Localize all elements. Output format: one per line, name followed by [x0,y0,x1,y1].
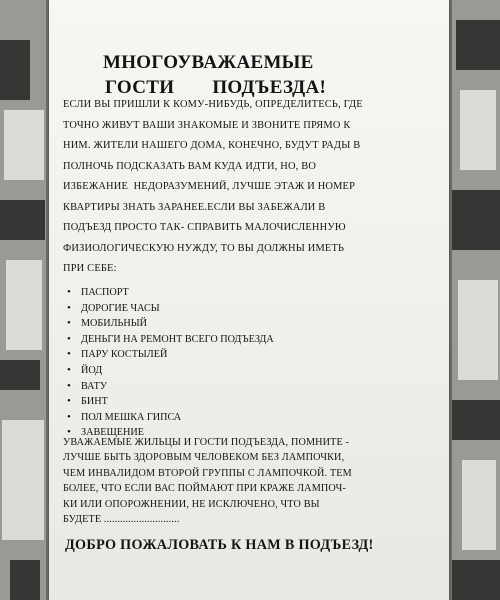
title-word-guests: ГОСТИ [105,77,175,98]
list-item: • МОБИЛЬНЫЙ [63,316,433,332]
closing-line: ЧЕМ ИНВАЛИДОМ ВТОРОЙ ГРУППЫ С ЛАМПОЧКОЙ. ТЕМ [63,467,352,479]
list-item: • БИНТ [63,394,433,410]
list-item: • ДЕНЬГИ НА РЕМОНТ ВСЕГО ПОДЪЕЗДА [63,332,433,348]
list-item: • ВАТУ [63,379,433,395]
list-item: • ПОЛ МЕШКА ГИПСА [63,410,433,426]
body-line: ПРИ СЕБЕ: [63,263,117,274]
closing-line: БУДЕТЕ ............................ [63,514,180,526]
list-item: • ЗАВЕЩЕНИЕ [63,425,433,441]
body-line: ИЗБЕЖАНИЕ НЕДОРАЗУМЕНИЙ, ЛУЧШЕ ЭТАЖ И НОМЕР [63,181,356,192]
required-items-list [63,285,433,441]
list-item: • ПАРУ КОСТЫЛЕЙ [63,347,433,363]
notice-closing-paragraph [63,435,443,527]
notice-paper [49,0,449,600]
body-line: ТОЧНО ЖИВУТ ВАШИ ЗНАКОМЫЕ И ЗВОНИТЕ ПРЯМО К [63,119,351,131]
body-line: ПОДЪЕЗД ПРОСТО ТАК- СПРАВИТЬ МАЛОЧИСЛЕННУЮ [63,222,346,233]
body-line: ФИЗИОЛОГИЧЕСКУЮ НУЖДУ, ТО ВЫ ДОЛЖНЫ ИМЕТЬ [63,242,345,254]
closing-line: БОЛЕЕ, ЧТО ЕСЛИ ВАС ПОЙМАЮТ ПРИ КРАЖЕ ЛАМПОЧ- [63,483,346,495]
body-line: ЕСЛИ ВЫ ПРИШЛИ К КОМУ-НИБУДЬ, ОПРЕДЕЛИТЕСЬ, ГДЕ [63,99,363,110]
notice-title [49,50,449,100]
notice-body [63,95,443,280]
welcome-heading: ДОБРО ПОЖАЛОВАТЬ К НАМ В ПОДЪЕЗД! [65,537,374,553]
list-item: • ДОРОГИЕ ЧАСЫ [63,301,433,317]
body-line: НИМ. ЖИТЕЛИ НАШЕГО ДОМА, КОНЕЧНО, БУДУТ РАДЫ В [63,140,361,151]
title-line-1: МНОГОУВАЖАЕМЫЕ [103,52,314,73]
closing-line: КИ ИЛИ ОПОРОЖНЕНИИ, НЕ ИСКЛЮЧЕНО, ЧТО ВЫ [63,498,320,510]
list-item: • ЙОД [63,363,433,379]
body-line: ПОЛНОЧЬ ПОДСКАЗАТЬ ВАМ КУДА ИДТИ, НО, ВО [63,160,317,172]
body-line: КВАРТИРЫ ЗНАТЬ ЗАРАНЕЕ.ЕСЛИ ВЫ ЗАБЕЖАЛИ В [63,201,326,213]
closing-line: УВАЖАЕМЫЕ ЖИЛЬЦЫ И ГОСТИ ПОДЪЕЗДА, ПОМНИТЕ - [63,437,350,448]
title-word-entrance: ПОДЪЕЗДА! [212,77,327,98]
closing-line: ЛУЧШЕ БЫТЬ ЗДОРОВЫМ ЧЕЛОВЕКОМ БЕЗ ЛАМПОЧКИ, [63,452,345,464]
list-item: • ПАСПОРТ [63,285,433,301]
